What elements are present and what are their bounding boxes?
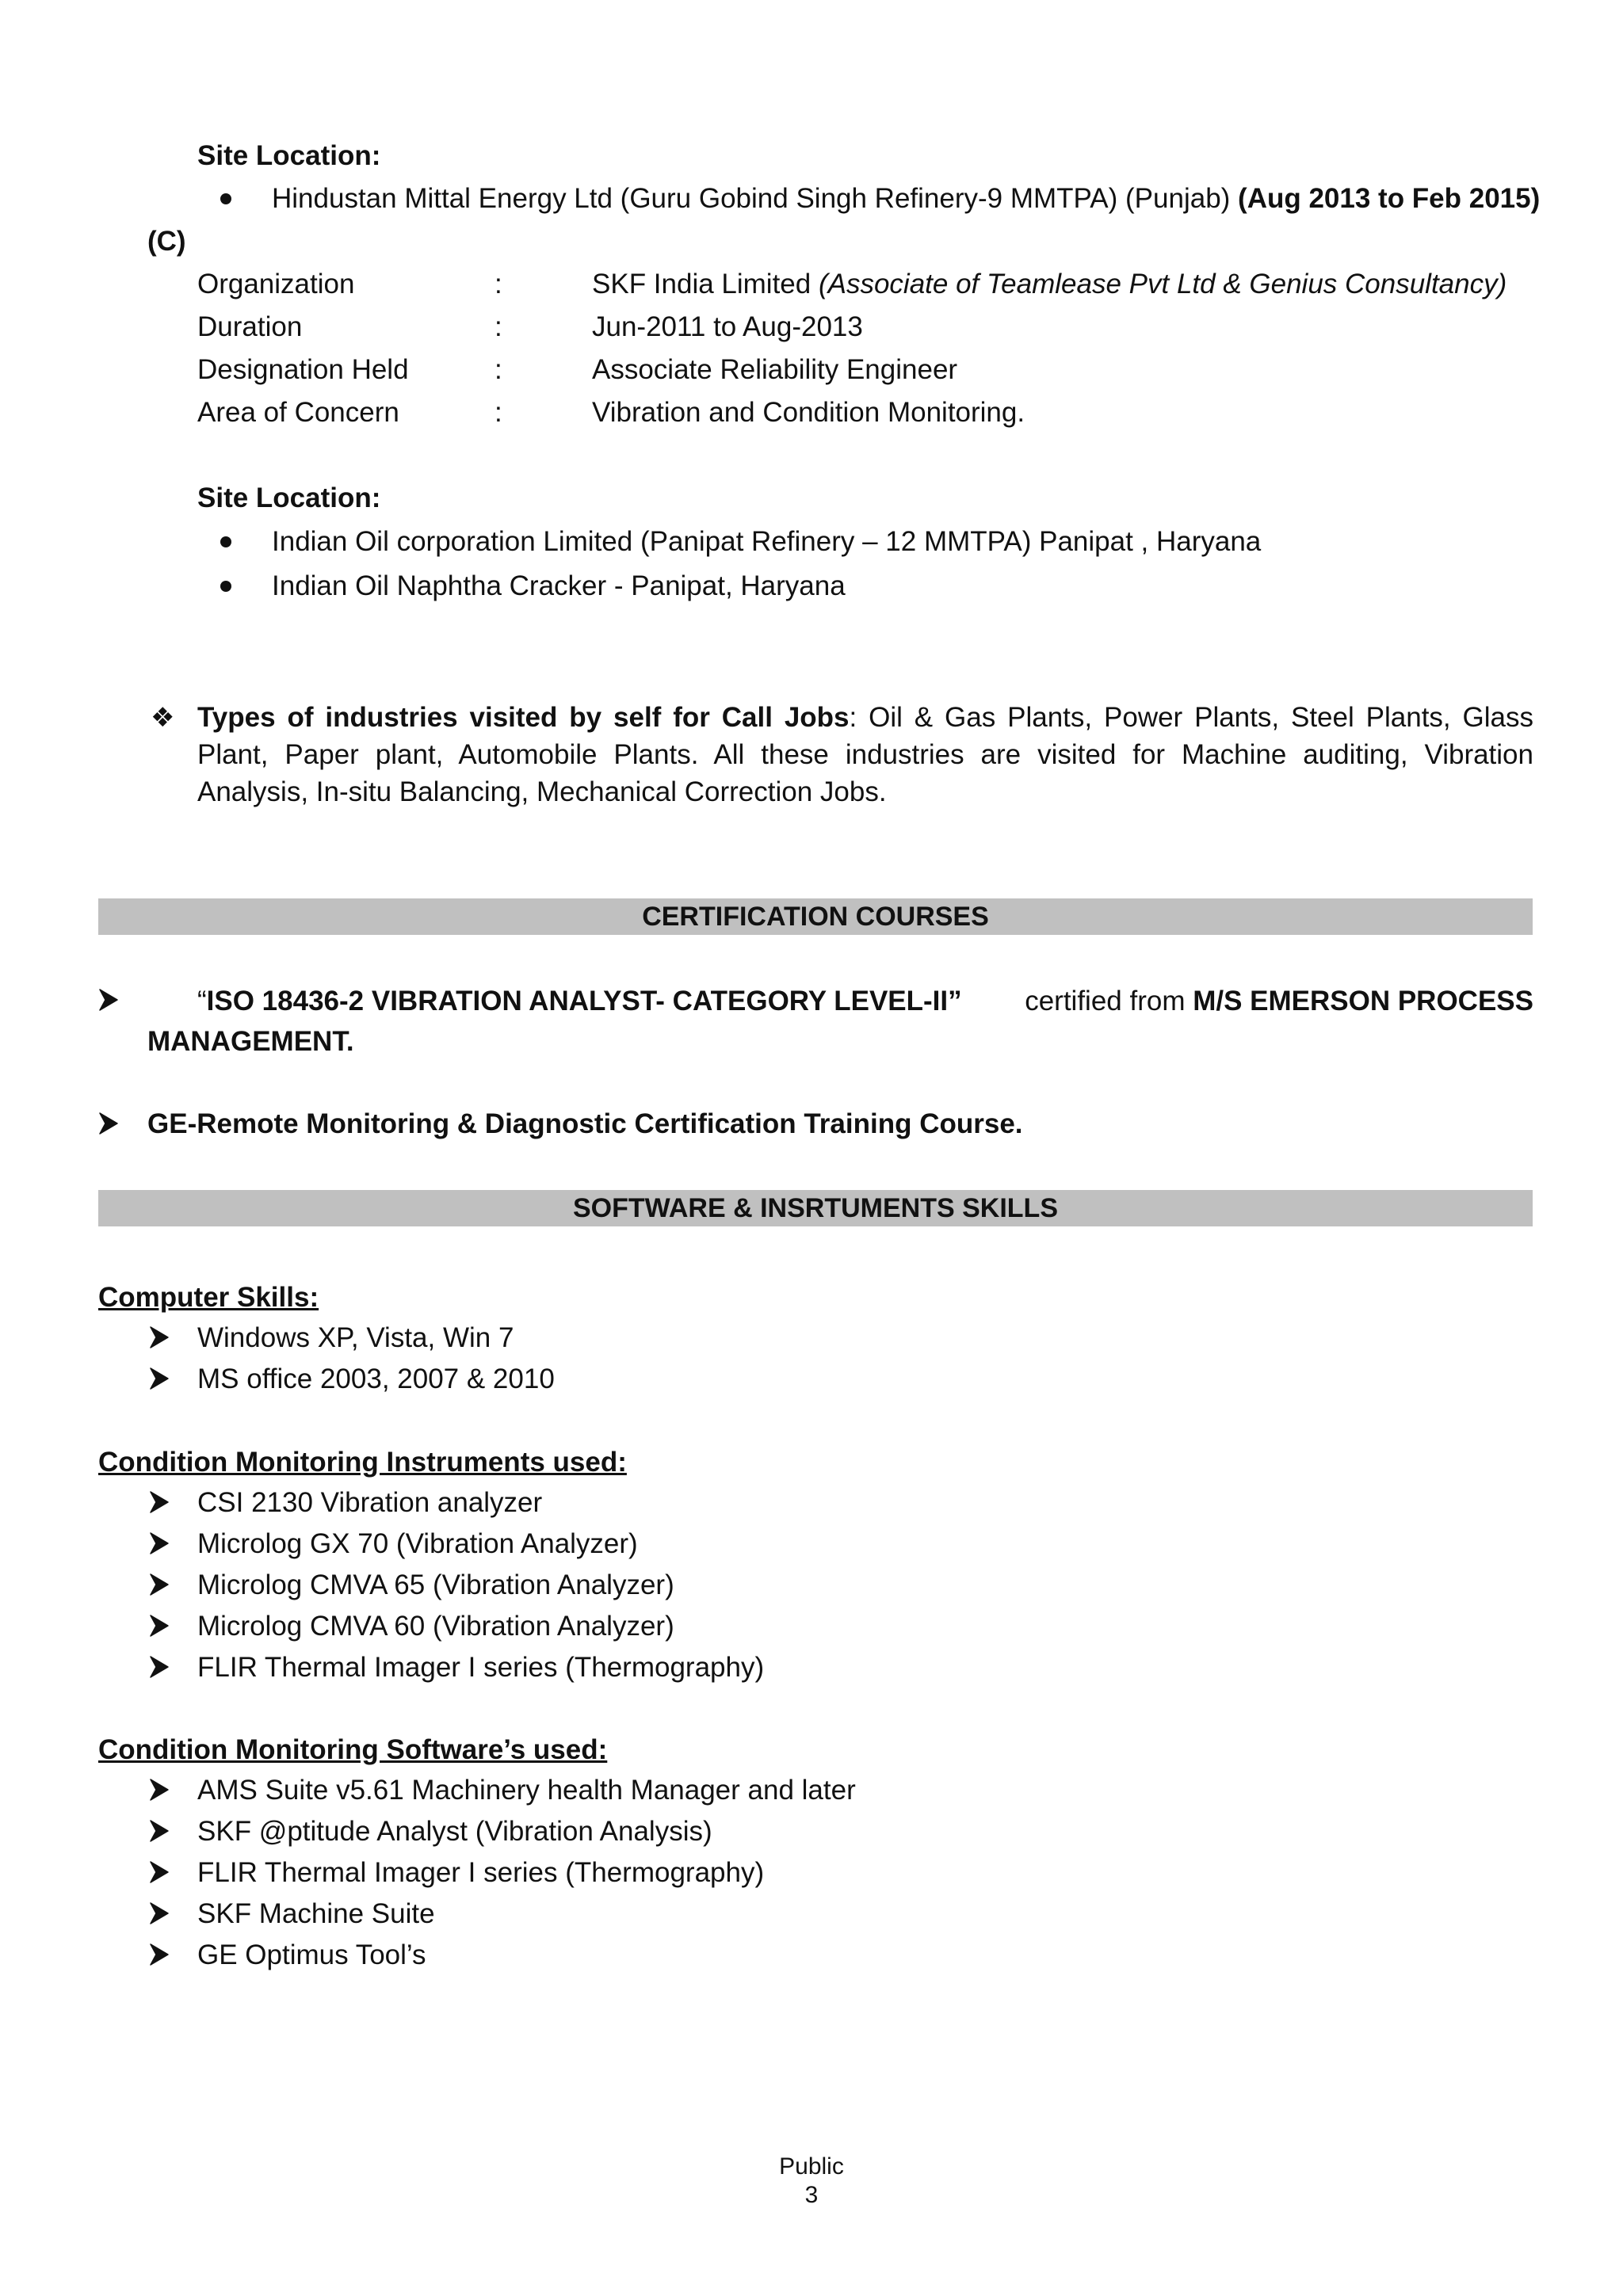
detail-label: Organization [197, 269, 355, 299]
site-name: Hindustan Mittal Energy Ltd (Guru Gobind Singh Refinery-9 MMTPA) (Punjab) [272, 183, 1231, 214]
list-item: AMS Suite v5.61 Machinery health Manager and later [197, 1775, 856, 1806]
list-item: MS office 2003, 2007 & 2010 [197, 1363, 555, 1394]
certification-item-1 [197, 985, 1533, 1018]
list-item [272, 182, 1540, 215]
software-heading: SOFTWARE & INSRTUMENTS SKILLS [98, 1190, 1533, 1226]
industries-lead: Types of industries visited by self for Call Jobs [197, 702, 850, 733]
organization-name: SKF India Limited [592, 269, 819, 299]
section-marker: (C) [147, 226, 186, 257]
cert-source: certified from M/S EMERSON PROCESS [1025, 986, 1533, 1016]
arrow-bullet-icon [149, 1860, 170, 1884]
software-used-heading: Condition Monitoring Software’s used: [98, 1734, 608, 1765]
footer-classification: Public [779, 2153, 844, 2180]
list-item: CSI 2130 Vibration analyzer [197, 1487, 543, 1518]
arrow-bullet-icon [149, 1778, 170, 1802]
list-item: Indian Oil corporation Limited (Panipat Refinery – 12 MMTPA) Panipat , Haryana [272, 526, 1262, 557]
list-item: Microlog CMVA 65 (Vibration Analyzer) [197, 1569, 674, 1600]
page-number: 3 [804, 2182, 819, 2208]
arrow-bullet-icon [149, 1573, 170, 1596]
instruments-heading: Condition Monitoring Instruments used: [98, 1447, 627, 1478]
list-item: GE Optimus Tool’s [197, 1939, 426, 1970]
arrow-bullet-icon [149, 1901, 170, 1925]
detail-label: Designation Held [197, 354, 409, 385]
detail-value: Jun-2011 to Aug-2013 [592, 311, 863, 342]
diamond-bullet-icon: ❖ [151, 703, 175, 733]
list-item: FLIR Thermal Imager I series (Thermography) [197, 1652, 765, 1683]
site-period: (Aug 2013 to Feb 2015) [1238, 183, 1541, 214]
certification-item-2: GE-Remote Monitoring & Diagnostic Certification Training Course. [147, 1108, 1023, 1139]
arrow-bullet-icon [149, 1490, 170, 1514]
detail-label: Duration [197, 311, 303, 342]
list-item: Windows XP, Vista, Win 7 [197, 1322, 514, 1353]
detail-value [592, 268, 1507, 301]
site-location-heading: Site Location: [197, 140, 381, 171]
arrow-bullet-icon [149, 1367, 170, 1390]
arrow-bullet-icon [98, 1112, 119, 1135]
detail-value: Associate Reliability Engineer [592, 354, 958, 385]
bullet-icon [220, 536, 231, 547]
industries-paragraph [197, 699, 1533, 810]
detail-separator: : [495, 311, 502, 342]
certification-heading: CERTIFICATION COURSES [98, 898, 1533, 935]
arrow-bullet-icon [149, 1531, 170, 1555]
list-item: Indian Oil Naphtha Cracker - Panipat, Haryana [272, 570, 846, 601]
arrow-bullet-icon [149, 1819, 170, 1843]
detail-label: Area of Concern [197, 397, 399, 428]
arrow-bullet-icon [149, 1655, 170, 1679]
list-item: Microlog CMVA 60 (Vibration Analyzer) [197, 1611, 674, 1642]
detail-separator: : [495, 354, 502, 385]
organization-note: (Associate of Teamlease Pvt Ltd & Genius Consultancy) [818, 269, 1507, 299]
list-item: SKF @ptitude Analyst (Vibration Analysis) [197, 1816, 712, 1847]
bullet-icon [220, 193, 231, 204]
arrow-bullet-icon [98, 988, 119, 1012]
list-item: Microlog GX 70 (Vibration Analyzer) [197, 1528, 638, 1559]
list-item: SKF Machine Suite [197, 1898, 435, 1929]
bullet-icon [220, 581, 231, 592]
cert-title: “ISO 18436-2 VIBRATION ANALYST- CATEGORY LEVEL-II” [197, 986, 962, 1016]
detail-separator: : [495, 269, 502, 299]
arrow-bullet-icon [149, 1614, 170, 1638]
detail-separator: : [495, 397, 502, 428]
detail-value: Vibration and Condition Monitoring. [592, 397, 1025, 428]
arrow-bullet-icon [149, 1943, 170, 1966]
computer-skills-heading: Computer Skills: [98, 1282, 319, 1313]
industries-text: : Oil & Gas Plants, Power Plants, Steel Plants, Glass Plant, Paper plant, Automobile Plants. All these industries are visited for Machine auditing, Vibration Analysis, In-situ Balancing, Mechanical Correction Jobs. [197, 702, 1534, 807]
certification-item-1-line2: MANAGEMENT. [147, 1026, 354, 1057]
site-location-heading: Site Location: [197, 482, 381, 513]
list-item: FLIR Thermal Imager I series (Thermography) [197, 1857, 765, 1888]
arrow-bullet-icon [149, 1325, 170, 1349]
